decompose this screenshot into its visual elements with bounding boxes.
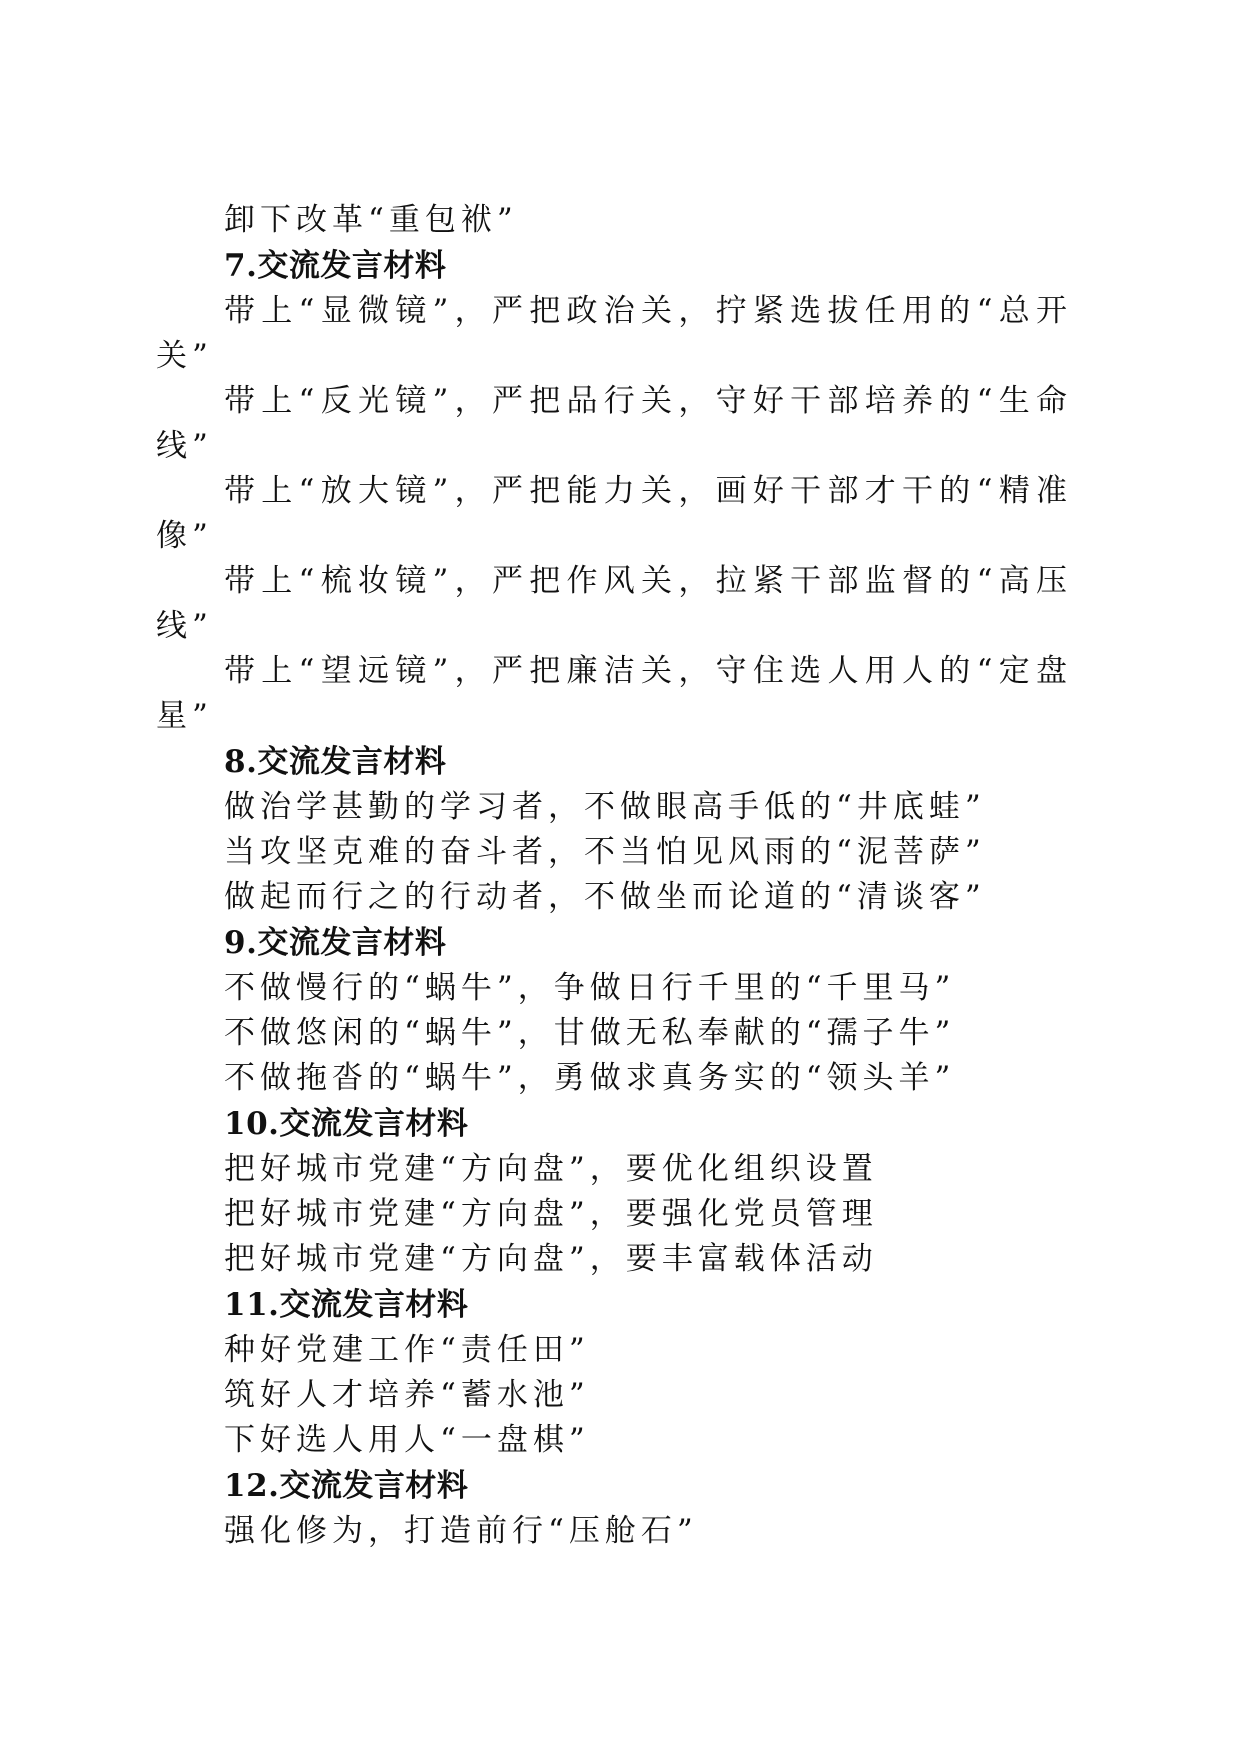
- paragraph: 带上“望远镜”，严把廉洁关，守住选人用人的“定盘星”: [156, 653, 1072, 734]
- text-line: 不做拖沓的“蜗牛”，勇做求真务实的“领头羊”: [224, 1060, 956, 1096]
- text-line: 做起而行之的行动者，不做坐而论道的“清谈客”: [224, 879, 986, 915]
- text-line: 当攻坚克难的奋斗者，不当怕见风雨的“泥菩萨”: [224, 834, 986, 870]
- paragraph: 带上“放大镜”，严把能力关，画好干部才干的“精准像”: [156, 473, 1072, 554]
- text-line: 做治学甚勤的学习者，不做眼高手低的“井底蛙”: [224, 789, 986, 825]
- section-heading-8: 8.交流发言材料: [224, 744, 447, 780]
- section-heading-10: 10.交流发言材料: [224, 1106, 469, 1142]
- document-body: [156, 198, 1072, 1554]
- text-line: 种好党建工作“责任田”: [224, 1332, 590, 1368]
- text-line: 把好城市党建“方向盘”，要丰富载体活动: [224, 1241, 878, 1277]
- text-line: 不做悠闲的“蜗牛”，甘做无私奉献的“孺子牛”: [224, 1015, 956, 1051]
- section-heading-9: 9.交流发言材料: [224, 925, 447, 961]
- paragraph: 带上“反光镜”，严把品行关，守好干部培养的“生命线”: [156, 383, 1072, 464]
- section-heading-7: 7.交流发言材料: [224, 248, 447, 284]
- text-line: 下好选人用人“一盘棋”: [224, 1422, 590, 1458]
- section-heading-12: 12.交流发言材料: [224, 1468, 469, 1504]
- text-line: 不做慢行的“蜗牛”，争做日行千里的“千里马”: [224, 970, 956, 1006]
- paragraph: 带上“梳妆镜”，严把作风关，拉紧干部监督的“高压线”: [156, 563, 1072, 644]
- text-line: 筑好人才培养“蓄水池”: [224, 1377, 590, 1413]
- text-line: 卸下改革“重包袱”: [224, 202, 518, 238]
- paragraph: 带上“显微镜”，严把政治关，拧紧选拔任用的“总开关”: [156, 293, 1072, 374]
- section-heading-11: 11.交流发言材料: [224, 1287, 469, 1323]
- text-line: 强化修为，打造前行“压舱石”: [224, 1513, 698, 1549]
- text-line: 把好城市党建“方向盘”，要优化组织设置: [224, 1151, 878, 1187]
- text-line: 把好城市党建“方向盘”，要强化党员管理: [224, 1196, 878, 1232]
